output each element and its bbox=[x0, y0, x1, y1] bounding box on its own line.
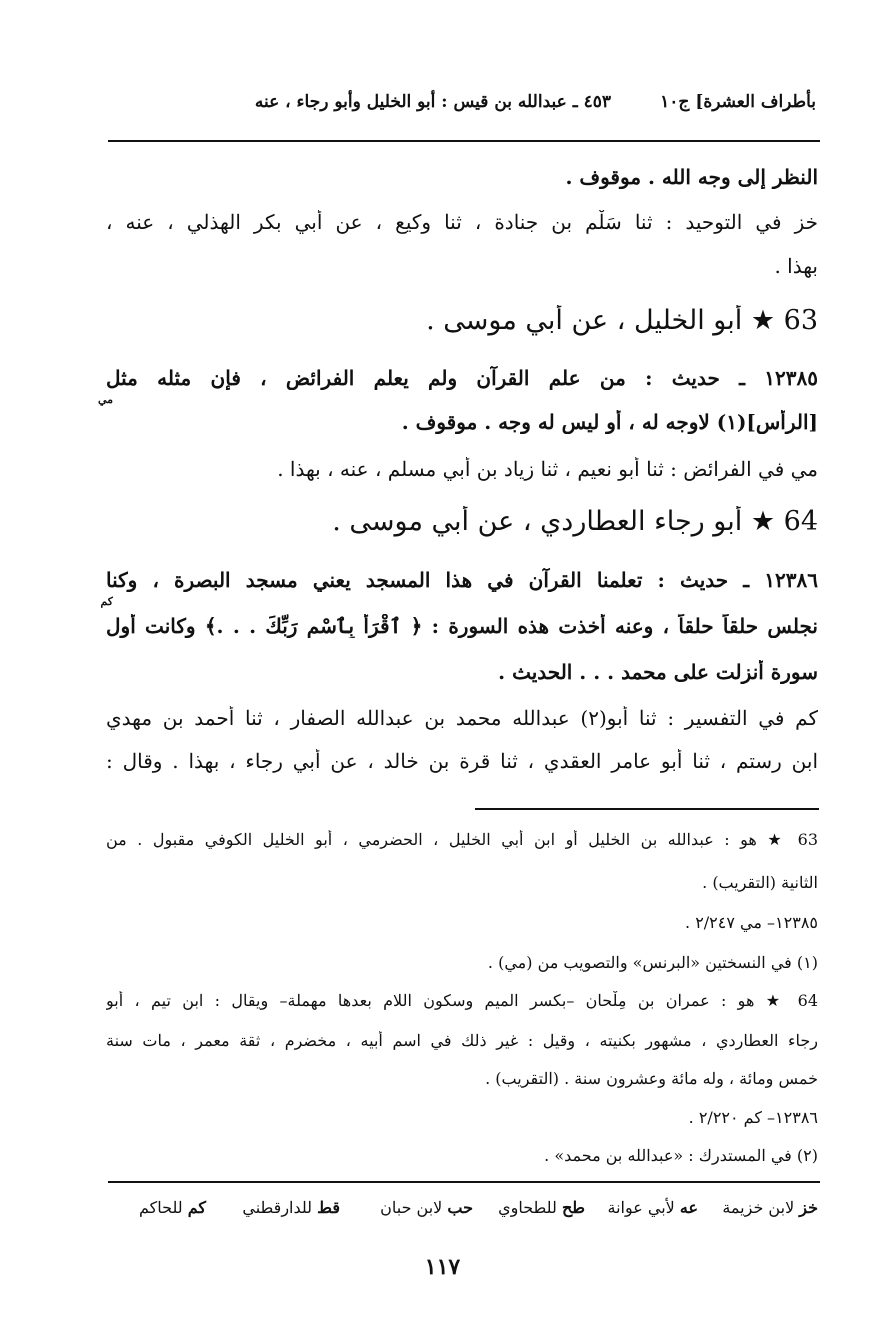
footnote-separator bbox=[475, 808, 819, 810]
text-line-2: خز في التوحيد : ثنا سَلْم بن جنادة ، ثنا وكيع ، عن أبي بكر الهذلي ، عنه ، bbox=[106, 210, 818, 234]
marginal-mark-mi: مي bbox=[97, 393, 113, 406]
source-line-km-2: ابن رستم ، ثنا أبو عامر العقدي ، ثنا قرة بن خالد ، عن أبي رجاء ، بهذا . وقال : bbox=[106, 749, 818, 773]
abbr-item: خز لابن خزيمة bbox=[722, 1198, 818, 1217]
header-rule bbox=[108, 140, 820, 142]
footnote-1: (١) في النسختين «البرنس» والتصويب من (مي) . bbox=[487, 953, 818, 972]
source-line-km-1: كم في التفسير : ثنا أبو(٢) عبدالله محمد بن عبدالله الصفار ، ثنا أحمد بن مهدي bbox=[106, 706, 818, 730]
text-line-1: النظر إلى وجه الله . موقوف . bbox=[565, 165, 818, 189]
abbreviation-rule bbox=[108, 1181, 820, 1183]
text-line-3: بهذا . bbox=[774, 254, 818, 278]
hadith-12385-line-2: [الرأس](١) لاوجه له ، أو ليس له وجه . موقوف . bbox=[401, 410, 818, 434]
narrator-heading-64: 64 ★ أبو رجاء العطاردي ، عن أبي موسى . bbox=[332, 506, 818, 537]
header-chapter-title: ٤٥٣ ـ عبدالله بن قيس : أبو الخليل وأبو رجاء ، عنه bbox=[254, 92, 611, 112]
footnote-64-line-3: خمس ومائة ، وله مائة وعشرون سنة . (التقريب) . bbox=[485, 1069, 818, 1088]
hadith-12386-line-3: سورة أنزلت على محمد . . . الحديث . bbox=[498, 660, 818, 684]
footnote-63-line-2: الثانية (التقريب) . bbox=[702, 873, 818, 892]
abbr-item: حب لابن حبان bbox=[380, 1198, 473, 1217]
footnote-64-line-1: 64 ★ هو : عمران بن مِلْحان –بكسر الميم وسكون اللام بعدها مهملة– ويقال : ابن تيم ، أبو bbox=[106, 991, 818, 1010]
footnote-63-line-1: 63 ★ هو : عبدالله بن الخليل أو ابن أبي الخليل ، الحضرمي ، أبو الخليل الكوفي مقبول . من bbox=[106, 830, 818, 849]
hadith-12386-line-2: نجلس حلقاً حلقاً ، وعنه أخذت هذه السورة : ﴿ ٱقْرَأْ بِٱسْمِ رَبِّكَ . . .﴾ وكانت أول bbox=[106, 614, 818, 638]
hadith-12386-line-1: ١٢٣٨٦ ـ حديث : تعلمنا القرآن في هذا المسجد يعني مسجد البصرة ، وكنا bbox=[106, 568, 818, 592]
page-number: ١١٧ bbox=[424, 1254, 461, 1280]
narrator-heading-63: 63 ★ أبو الخليل ، عن أبي موسى . bbox=[426, 305, 818, 336]
footnote-64-line-2: رجاء العطاردي ، مشهور بكنيته ، وقيل : غير ذلك في اسم أبيه ، مخضرم ، ثقة معمر ، مات سنة bbox=[106, 1031, 818, 1050]
abbr-item: عه لأبي عوانة bbox=[607, 1198, 698, 1217]
hadith-12385-line-1: ١٢٣٨٥ ـ حديث : من علم القرآن ولم يعلم الفرائض ، فإن مثله مثل bbox=[106, 366, 818, 390]
marginal-mark-km: كم bbox=[100, 595, 113, 608]
abbr-item: طح للطحاوي bbox=[498, 1198, 585, 1217]
abbr-item: كم للحاكم bbox=[139, 1198, 206, 1217]
source-line-mi: مي في الفرائض : ثنا أبو نعيم ، ثنا زياد بن أبي مسلم ، عنه ، بهذا . bbox=[277, 457, 818, 481]
abbr-item: قط للدارقطني bbox=[242, 1198, 340, 1217]
header-volume: بأطراف العشرة] ج١٠ bbox=[660, 92, 816, 112]
footnote-12385-ref: ١٢٣٨٥– مي ٢/٢٤٧ . bbox=[685, 913, 818, 932]
footnote-12386-ref: ١٢٣٨٦– كم ٢/٢٢٠ . bbox=[688, 1108, 818, 1127]
footnote-2: (٢) في المستدرك : «عبدالله بن محمد» . bbox=[544, 1146, 818, 1165]
running-header bbox=[108, 92, 816, 122]
